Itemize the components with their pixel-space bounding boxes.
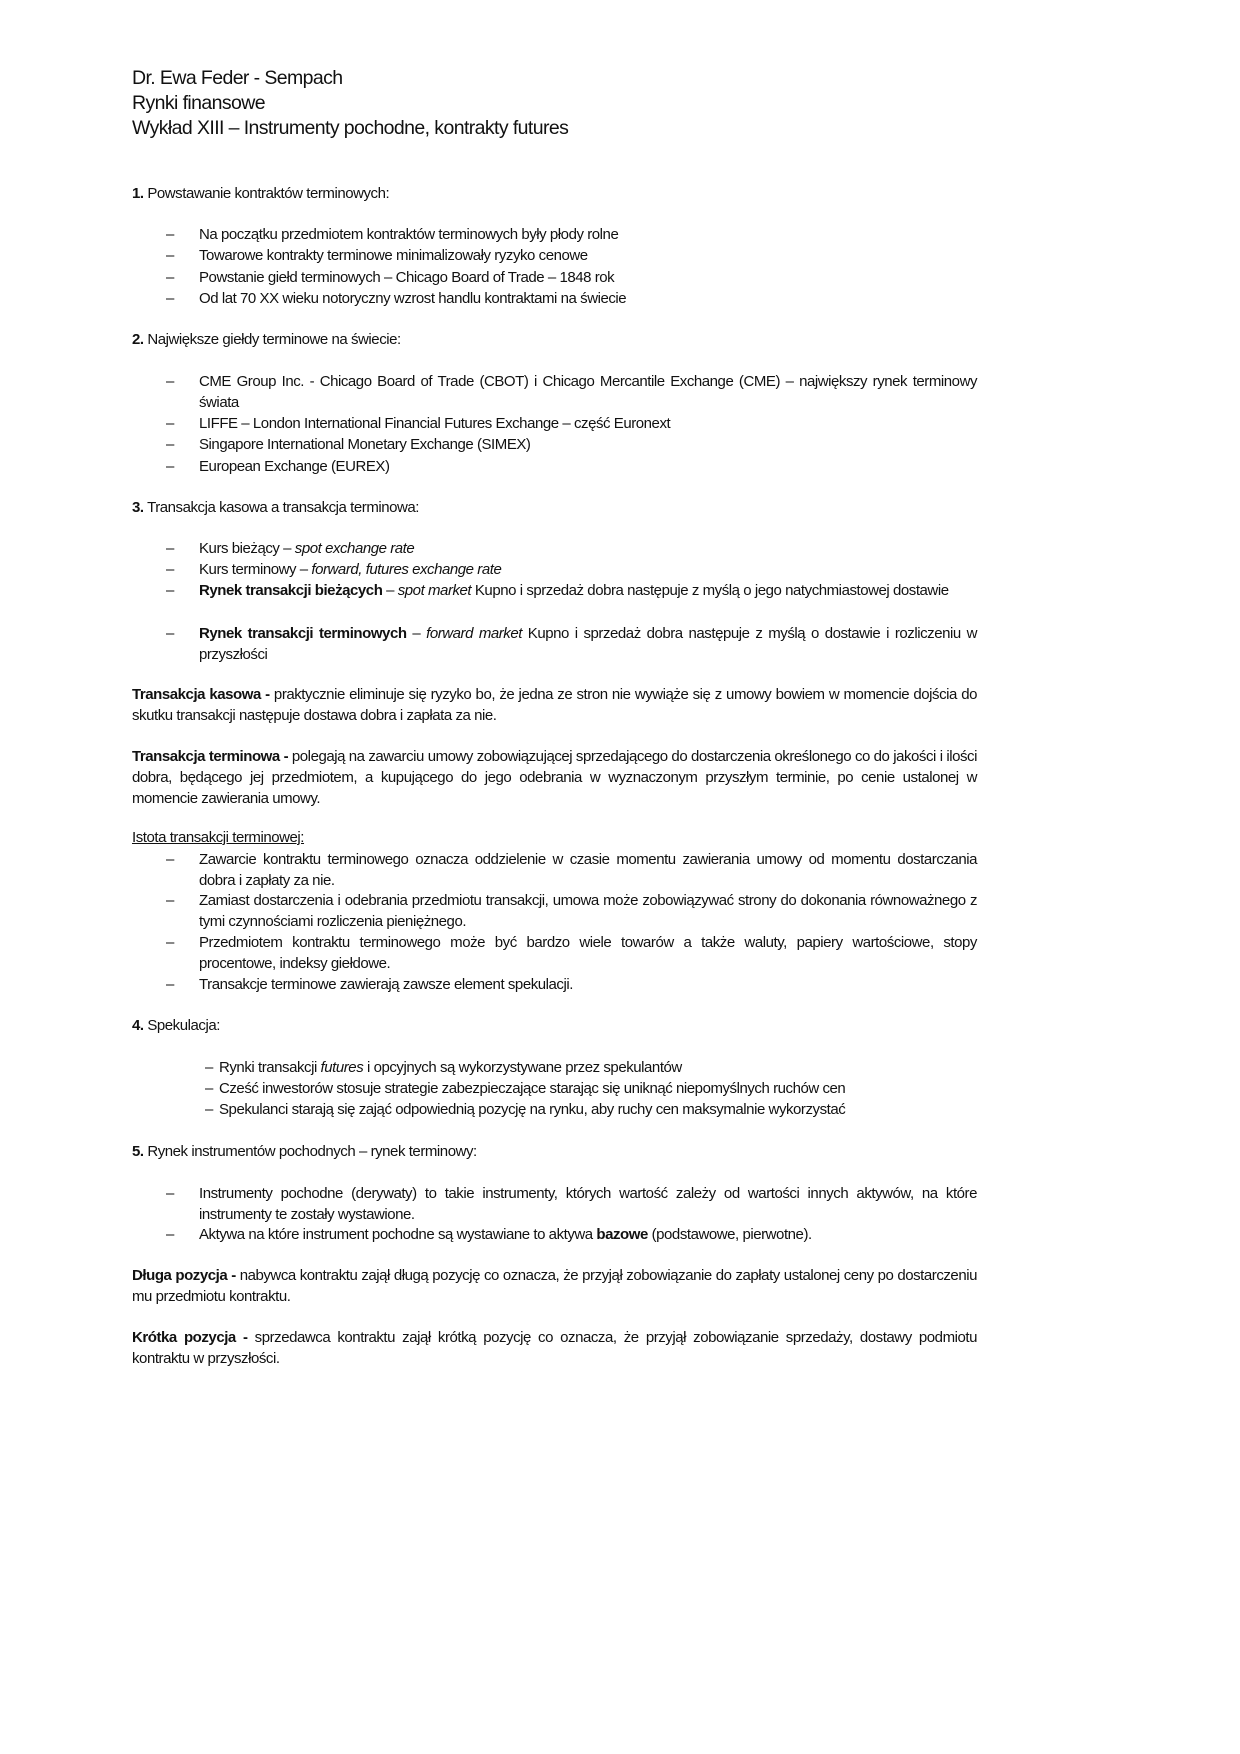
list-item: – Kurs terminowy – forward, futures exchange rate xyxy=(166,561,502,578)
paragraph-krotka-pozycja: Krótka pozycja - sprzedawca kontraktu zajął krótką pozycję co oznacza, że przyjął zobowiązanie sprzedaży, dostawy podmiotu kontraktu w przyszłości. xyxy=(132,1329,977,1367)
list-item: – LIFFE – London International Financial Futures Exchange – część Euronext xyxy=(166,415,671,432)
list-item: – Transakcje terminowe zawierają zawsze element spekulacji. xyxy=(166,976,573,993)
list-item: – CME Group Inc. - Chicago Board of Trade (CBOT) i Chicago Mercantile Exchange (CME) – największy rynek terminowy świata xyxy=(166,373,977,411)
list-item: – Na początku przedmiotem kontraktów terminowych były płody rolne xyxy=(166,226,619,243)
section-4-heading: 4. Spekulacja: xyxy=(132,1017,220,1034)
course-title: Rynki finansowe xyxy=(132,92,265,114)
paragraph-transakcja-kasowa: Transakcja kasowa - praktycznie eliminuje się ryzyko bo, że jedna ze stron nie wywiąże się z umowy bowiem w momencie dojścia do skutku transakcji następuje dostawa dobra i zapłata za nie. xyxy=(132,686,977,724)
list-item: – Spekulanci starają się zająć odpowiednią pozycję na rynku, aby ruchy cen maksymalnie wykorzystać xyxy=(205,1101,846,1118)
lecture-title: Wykład XIII – Instrumenty pochodne, kontrakty futures xyxy=(132,117,569,139)
list-item: – Przedmiotem kontraktu terminowego może być bardzo wiele towarów a także waluty, papiery wartościowe, stopy procentowe, indeksy giełdowe. xyxy=(166,934,977,972)
author: Dr. Ewa Feder - Sempach xyxy=(132,67,343,89)
section-1-heading: 1. Powstawanie kontraktów terminowych: xyxy=(132,185,390,202)
list-item: – Od lat 70 XX wieku notoryczny wzrost handlu kontraktami na świecie xyxy=(166,290,627,307)
paragraph-dluga-pozycja: Długa pozycja - nabywca kontraktu zajął długą pozycję co oznacza, że przyjął zobowiązanie do zapłaty ustalonej ceny po dostarczeniu mu przedmiotu kontraktu. xyxy=(132,1267,977,1305)
list-item: – Rynek transakcji terminowych – forward market Kupno i sprzedaż dobra następuje z myślą o dostawie i rozliczeniu w przyszłości xyxy=(166,625,977,663)
istota-heading: Istota transakcji terminowej: xyxy=(132,829,305,846)
paragraph-transakcja-terminowa: Transakcja terminowa - polegają na zawarciu umowy zobowiązującej sprzedającego do dostarczenia określonego co do jakości i ilości dobra, będącego jej przedmiotem, a kupującego do jego odebrania w wyznaczonym przyszłym terminie, po cenie ustalonej w momencie zawierania umowy. xyxy=(132,748,977,807)
list-item: – Instrumenty pochodne (derywaty) to takie instrumenty, których wartość zależy od wartości innych aktywów, na które instrumenty te zostały wystawione. xyxy=(166,1185,977,1223)
list-item: – Rynki transakcji futures i opcyjnych są wykorzystywane przez spekulantów xyxy=(205,1059,682,1076)
list-item: – Zamiast dostarczenia i odebrania przedmiotu transakcji, umowa może zobowiązywać strony do dokonania równoważnego z tymi czynnościami rozliczenia pieniężnego. xyxy=(166,892,977,930)
list-item: – Zawarcie kontraktu terminowego oznacza oddzielenie w czasie momentu zawierania umowy od momentu dostarczania dobra i zapłaty za nie. xyxy=(166,851,977,889)
list-item: – European Exchange (EUREX) xyxy=(166,458,390,475)
section-5-heading: 5. Rynek instrumentów pochodnych – rynek terminowy: xyxy=(132,1143,477,1160)
list-item: – Aktywa na które instrument pochodne są wystawiane to aktywa bazowe (podstawowe, pierwotne). xyxy=(166,1226,812,1243)
section-2-heading: 2. Największe giełdy terminowe na świecie: xyxy=(132,331,401,348)
list-item: – Rynek transakcji bieżących – spot market Kupno i sprzedaż dobra następuje z myślą o jego natychmiastowej dostawie xyxy=(166,582,949,599)
list-item: – Cześć inwestorów stosuje strategie zabezpieczające starając się uniknąć niepomyślnych ruchów cen xyxy=(205,1080,846,1097)
list-item: – Towarowe kontrakty terminowe minimalizowały ryzyko cenowe xyxy=(166,247,588,264)
list-item: – Powstanie giełd terminowych – Chicago Board of Trade – 1848 rok xyxy=(166,269,615,286)
list-item: – Singapore International Monetary Exchange (SIMEX) xyxy=(166,436,531,453)
section-3-heading: 3. Transakcja kasowa a transakcja terminowa: xyxy=(132,499,420,516)
list-item: – Kurs bieżący – spot exchange rate xyxy=(166,540,415,557)
